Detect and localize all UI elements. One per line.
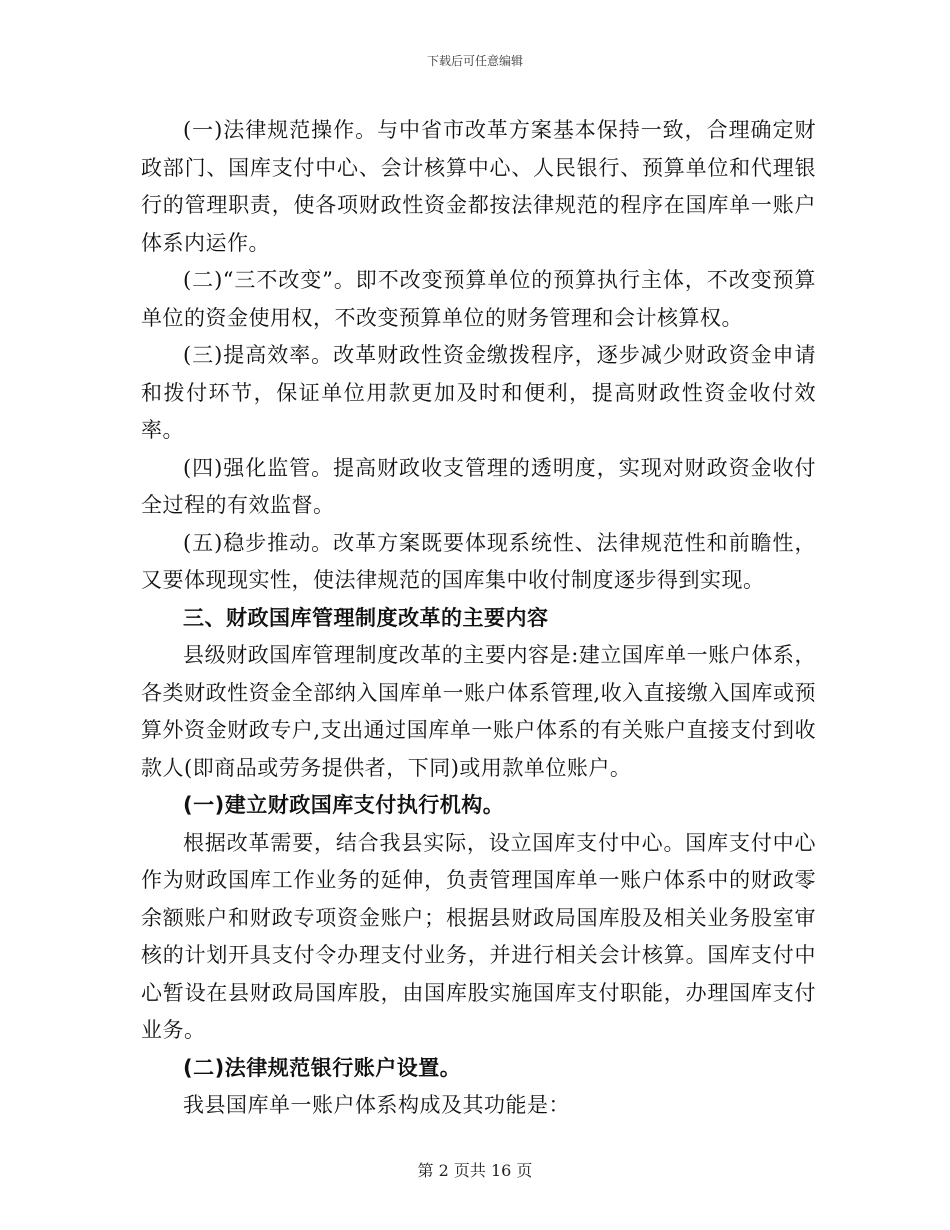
paragraph-three-no-change: (二)“三不改变”。即不改变预算单位的预算执行主体，不改变预算单位的资金使用权，不改变预算单位的财务管理和会计核算权。	[141, 268, 816, 330]
document-body	[141, 112, 816, 1125]
page-number-footer: 第 2 页共 16 页	[417, 1161, 533, 1180]
paragraph-account-system: 我县国库单一账户体系构成及其功能是：	[183, 1093, 570, 1117]
paragraph-legal-operation: (一)法律规范操作。与中省市改革方案基本保持一致，合理确定财政部门、国库支付中心、会计核算中心、人民银行、预算单位和代理银行的管理职责，使各项财政性资金都按法律规范的程序在国库单一账户体系内运作。	[141, 118, 816, 255]
paragraph-payment-center: 根据改革需要，结合我县实际，设立国库支付中心。国库支付中心作为财政国库工作业务的延伸，负责管理国库单一账户体系中的财政零余额账户和财政专项资金账户；根据县财政局国库股及相关业务股室审核的计划开具支付令办理支付业务，并进行相关会计核算。国库支付中心暂设在县财政局国库股，由国库股实施国库支付职能，办理国库支付业务。	[141, 830, 816, 1042]
paragraph-improve-efficiency: (三)提高效率。改革财政性资金缴拨程序，逐步减少财政资金申请和拨付环节，保证单位用款更加及时和便利，提高财政性资金收付效率。	[141, 343, 816, 442]
paragraph-steady-promotion: (五)稳步推动。改革方案既要体现系统性、法律规范性和前瞻性，又要体现现实性，使法律规范的国库集中收付制度逐步得到实现。	[141, 530, 816, 592]
section-heading-main-content: 三、财政国库管理制度改革的主要内容	[183, 605, 549, 630]
subheading-bank-accounts: (二)法律规范银行账户设置。	[183, 1055, 462, 1080]
page-header: 下载后可任意编辑	[426, 54, 523, 68]
subheading-payment-agency: (一)建立财政国库支付执行机构。	[183, 793, 505, 817]
paragraph-strengthen-supervision: (四)强化监管。提高财政收支管理的透明度，实现对财政资金收付全过程的有效监督。	[141, 455, 816, 517]
paragraph-main-content: 县级财政国库管理制度改革的主要内容是:建立国库单一账户体系，各类财政性资金全部纳入国库单一账户体系管理,收入直接缴入国库或预算外资金财政专户,支出通过国库单一账户体系的有关账户直接支付到收款人(即商品或劳务提供者，下同)或用款单位账户。	[141, 643, 816, 780]
